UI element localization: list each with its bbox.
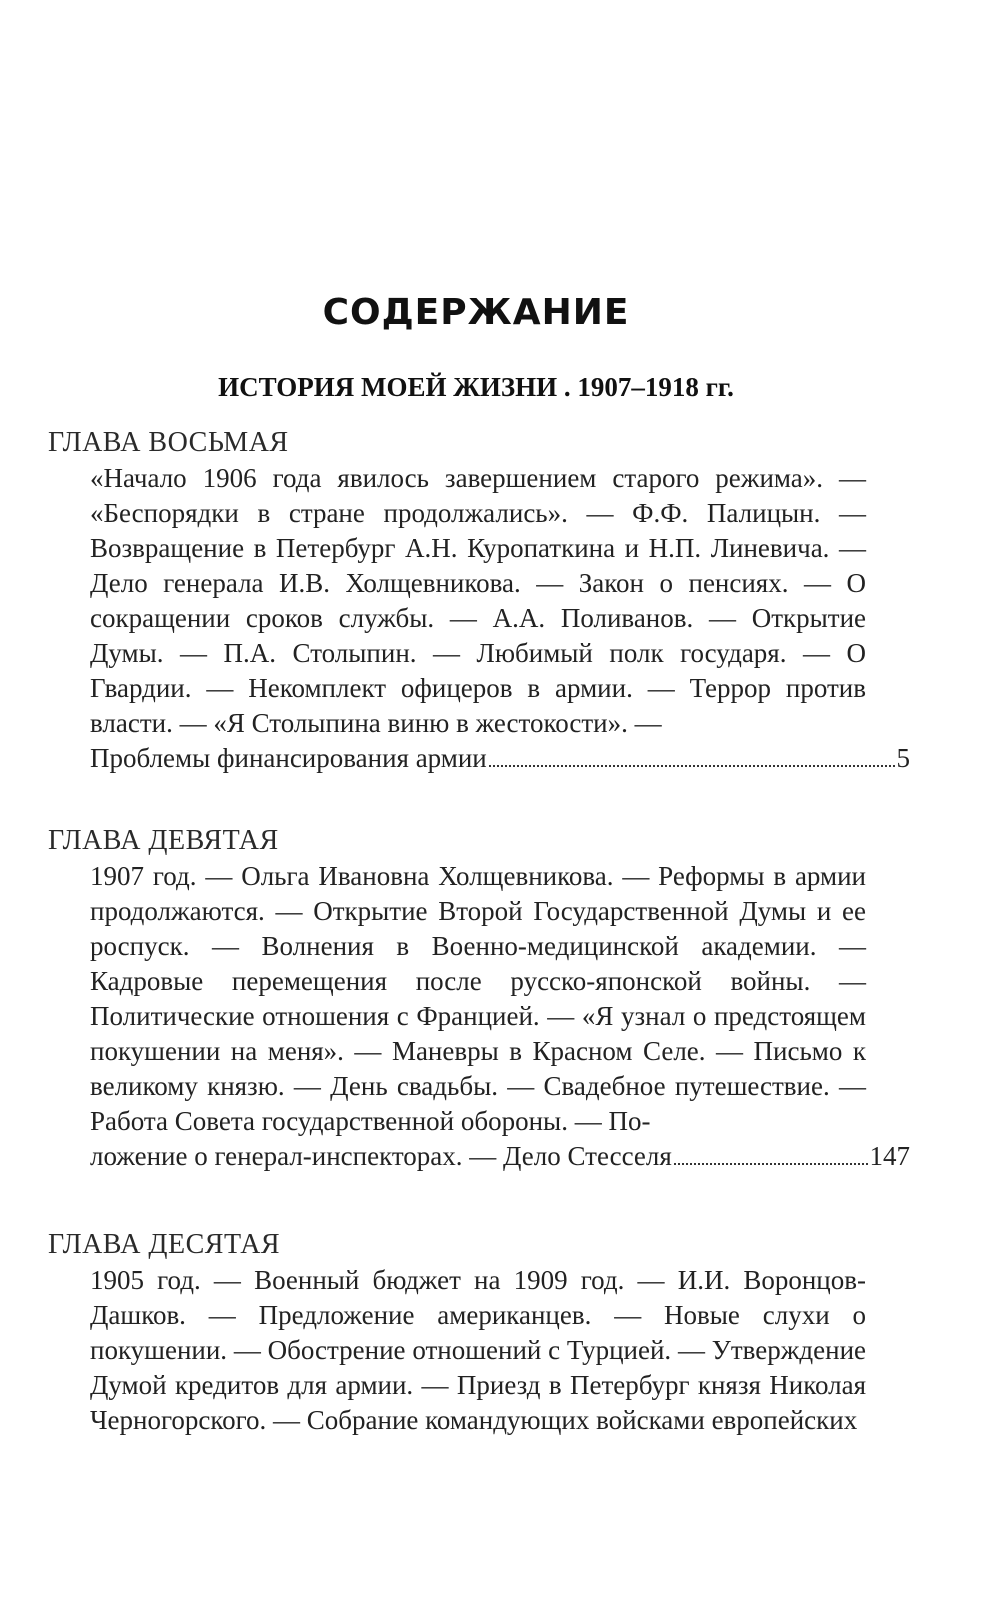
chapter-summary: 1905 год. — Военный бюджет на 1909 год. — И.И. Воронцов-Дашков. — Предложение американцев. — Новые слухи о покушении. — Обострение отношений с Турцией. — Утверждение Думой кредитов для армии. — Приезд в Петербург князя Николая Черногорского. — Собрание командующих войсками европейских [90,1265,866,1435]
dot-leader [489,765,895,767]
chapter-summary-end: Проблемы финансирования армии [90,743,487,773]
toc-leader-line [90,741,910,776]
toc-entry-chapter-10[interactable] [48,1227,910,1438]
chapter-heading: ГЛАВА ДЕВЯТАЯ [48,825,279,856]
page-number: 5 [896,743,910,773]
chapter-heading: ГЛАВА ДЕСЯТАЯ [48,1229,281,1260]
page-number: 147 [869,1141,910,1171]
page-title: СОДЕРЖАНИЕ [322,292,630,333]
toc-entry-chapter-8[interactable] [48,425,910,776]
chapter-heading: ГЛАВА ВОСЬМАЯ [48,427,289,458]
toc-entry-chapter-9[interactable] [48,823,910,1174]
chapter-summary-end: ложение о генерал-инспекторах. — Дело Стесселя [90,1141,672,1171]
toc-leader-line [90,1139,910,1174]
part-title: ИСТОРИЯ МОЕЙ ЖИЗНИ . 1907–1918 гг. [218,372,734,402]
dot-leader [674,1163,868,1165]
chapter-summary: «Начало 1906 года явилось завершением старого режима». — «Беспорядки в стране продолжались». — Ф.Ф. Палицын. — Возвращение в Петербург А.Н. Куропаткина и Н.П. Линевича. — Дело генерала И.В. Холщевникова. — Закон о пенсиях. — О сокращении сроков службы. — А.А. Поливанов. — Открытие Думы. — П.А. Столыпин. — Любимый полк государя. — О Гвардии. — Некомплект офицеров в армии. — Террор против власти. — «Я Столыпина виню в жестокости». — [90,463,866,738]
chapter-summary: 1907 год. — Ольга Ивановна Холщевникова. — Реформы в армии продолжаются. — Открытие Второй Государственной Думы и ее роспуск. — Волнения в Военно-медицинской академии. — Кадровые перемещения после русско-японской войны. — Политические отношения с Францией. — «Я узнал о предстоящем покушении на меня». — Маневры в Красном Селе. — Письмо к великому князю. — День свадьбы. — Свадебное путешествие. — Работа Совета государственной обороны. — По- [90,861,866,1136]
